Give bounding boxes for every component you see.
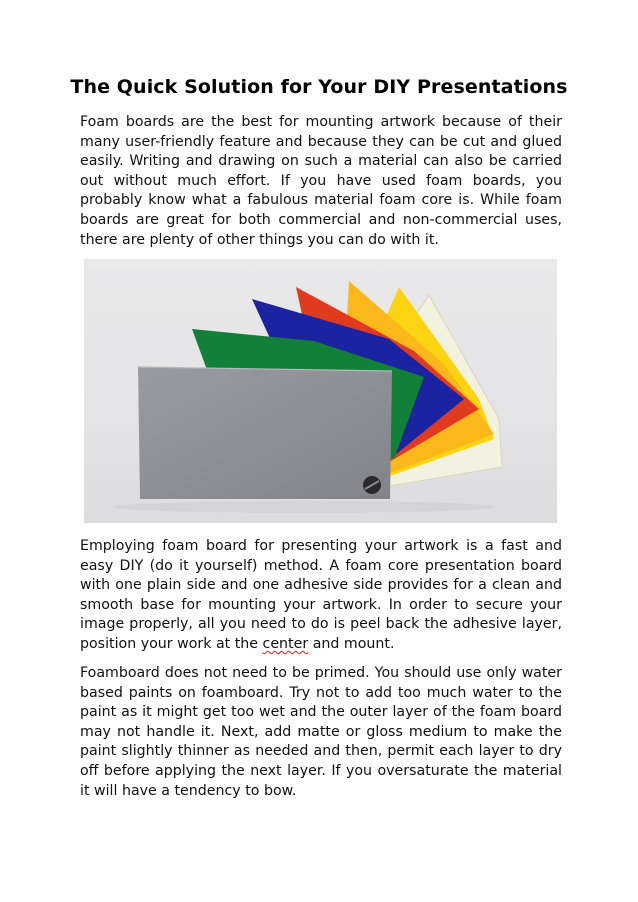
mounting-paragraph-end: and mount. [308, 635, 395, 652]
painting-paragraph: Foamboard does not need to be primed. You should use only water based paints on foamboard. Try not to add too much water to the paint as it might get too wet and the outer layer of the foam board may not handle it. Next, add matte or gloss medium to make the paint slightly thinner as needed and then, permit each layer to dry off before applying the next layer. If you oversaturate the material it will have a tendency to bow. [80, 665, 562, 799]
gray-swatch [138, 367, 392, 499]
intro-paragraph: Foam boards are the best for mounting artwork because of their many user-friendly feature and because they can be cut and glued easily. Writing and drawing on such a material can also be carried out without much effort. If you have used foam boards, you probably know what a fabulous material foam core is. While foam boards are great for both commercial and non-commercial uses, there are plenty of other things you can do with it. [80, 114, 562, 248]
foam-board-swatch-photo [84, 259, 557, 523]
spellcheck-flagged-word: center [262, 635, 309, 652]
page-title: The Quick Solution for Your DIY Presentations [70, 76, 568, 98]
mounting-paragraph-main: Employing foam board for presenting your artwork is a fast and easy DIY (do it yourself) method. A foam core presentation board with one plain side and one adhesive side provides for a clean and smooth base for mounting your artwork. In order to secure your image properly, all you need to do is peel back the adhesive layer, position your work at the [80, 538, 562, 652]
foam-board-fan-illustration [84, 259, 557, 523]
swatch-shadow [114, 501, 494, 513]
mounting-paragraph [80, 537, 562, 655]
